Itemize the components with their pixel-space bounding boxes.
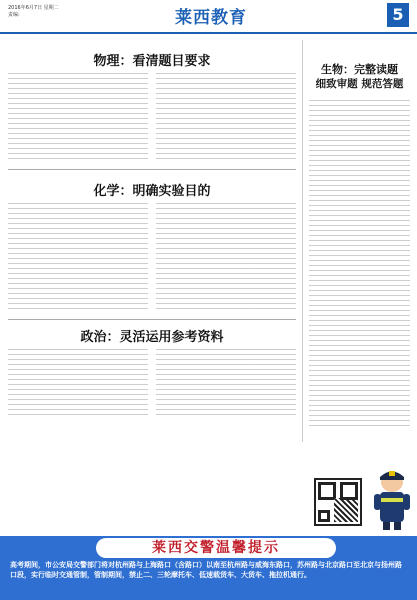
editor-line: 责编: bbox=[8, 12, 20, 18]
biology-headline bbox=[309, 62, 410, 92]
chemistry-body-right bbox=[156, 203, 296, 313]
chemistry-article bbox=[8, 180, 296, 313]
physics-body-right bbox=[156, 73, 296, 163]
traffic-police-icon bbox=[372, 468, 412, 530]
qr-finder-icon bbox=[318, 510, 330, 522]
politics-body-right bbox=[156, 349, 296, 419]
chemistry-body-left bbox=[8, 203, 148, 313]
politics-headline: 政治：灵活运用参考资料 bbox=[80, 330, 224, 345]
chemistry-body bbox=[8, 203, 296, 313]
notice-title: 莱西交警温馨提示 bbox=[96, 538, 336, 558]
section-divider bbox=[8, 169, 296, 170]
masthead-meta bbox=[8, 5, 59, 19]
physics-body-left bbox=[8, 73, 148, 163]
notice-body: 高考期间，市公安局交警部门将对杭州路与上海路口（含路口）以南至杭州路与威海东路口，苏州路与北京路口至北京与扬州路口段，实行临时交通管制，管制期间，禁止二、三轮摩托车、低速载货车、大货车、拖拉机通行。 bbox=[10, 561, 402, 579]
masthead bbox=[0, 0, 417, 34]
page-number: 5 bbox=[387, 3, 409, 27]
biology-body bbox=[309, 100, 410, 430]
politics-body bbox=[8, 349, 296, 419]
politics-article bbox=[8, 326, 296, 419]
right-column bbox=[302, 40, 410, 442]
politics-body-left bbox=[8, 349, 148, 419]
main-column bbox=[8, 40, 296, 442]
issue-date: 2016年6月7日 星期二 bbox=[8, 5, 59, 11]
biology-headline-line2: 细致审题 规范答题 bbox=[315, 78, 404, 90]
physics-headline: 物理：看清题目要求 bbox=[93, 54, 211, 69]
qr-data-icon bbox=[334, 498, 358, 522]
section-divider bbox=[8, 319, 296, 320]
section-title: 莱西教育 bbox=[175, 8, 247, 28]
qr-code-icon bbox=[314, 478, 362, 526]
traffic-notice bbox=[0, 536, 417, 600]
biology-headline-line1: 生物：完整读题 bbox=[321, 63, 398, 76]
physics-article bbox=[8, 50, 296, 163]
chemistry-headline: 化学：明确实验目的 bbox=[93, 184, 211, 199]
physics-body bbox=[8, 73, 296, 163]
